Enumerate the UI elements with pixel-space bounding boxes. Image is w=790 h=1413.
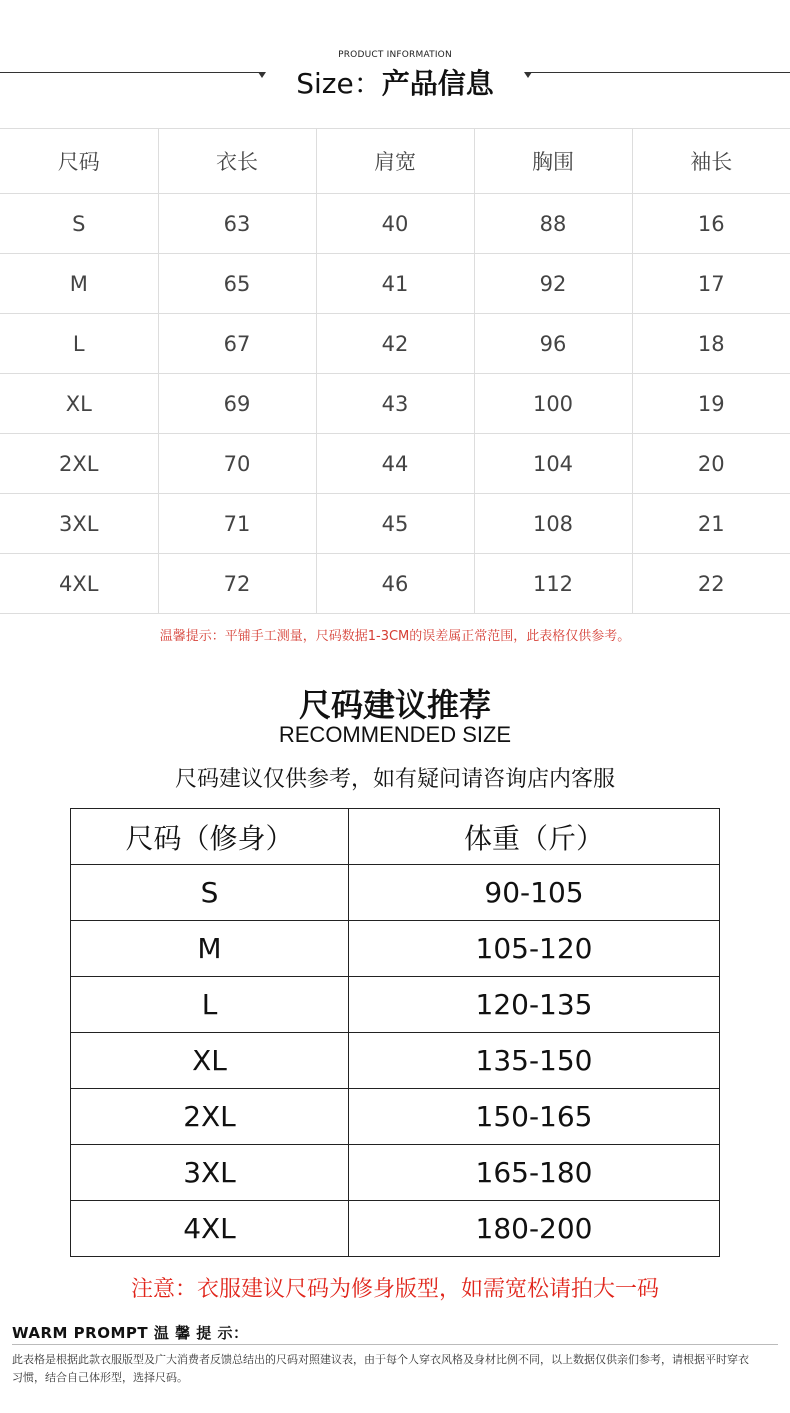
table-cell: 3XL	[0, 494, 158, 554]
table-cell: L	[0, 314, 158, 374]
table-cell: 69	[158, 374, 316, 434]
table-cell: S	[0, 194, 158, 254]
table-cell: 67	[158, 314, 316, 374]
table-row	[71, 865, 720, 921]
table-cell: 20	[632, 434, 790, 494]
table-cell: 90-105	[349, 865, 720, 921]
title-main: 产品信息	[381, 67, 494, 100]
table-cell: M	[71, 921, 349, 977]
table-cell: 88	[474, 194, 632, 254]
header-cell: 尺码（修身）	[71, 809, 349, 865]
table-cell: 120-135	[349, 977, 720, 1033]
title-prefix: Size：	[296, 67, 382, 100]
table-cell: 71	[158, 494, 316, 554]
table-cell: 18	[632, 314, 790, 374]
recommend-title: 尺码建议推荐	[298, 686, 491, 724]
recommend-table-header	[71, 809, 720, 865]
header-cell: 肩宽	[316, 129, 474, 194]
product-information-label: PRODUCT INFORMATION	[338, 50, 452, 60]
table-cell: 21	[632, 494, 790, 554]
table-cell: 3XL	[71, 1145, 349, 1201]
table-cell: 180-200	[349, 1201, 720, 1257]
table-row	[0, 374, 790, 434]
table-cell: 44	[316, 434, 474, 494]
table-cell: 112	[474, 554, 632, 614]
table-row	[71, 1033, 720, 1089]
table-row	[0, 254, 790, 314]
table-cell: 4XL	[71, 1201, 349, 1257]
table-row	[0, 494, 790, 554]
size-table	[0, 128, 790, 614]
size-table-header	[0, 129, 790, 194]
table-cell: 42	[316, 314, 474, 374]
table-cell: 16	[632, 194, 790, 254]
recommend-title-en: RECOMMENDED SIZE	[278, 722, 512, 747]
table-row	[71, 1201, 720, 1257]
header-cell: 体重（斤）	[349, 809, 720, 865]
table-cell: 46	[316, 554, 474, 614]
warm-tip-text: 温馨提示：平铺手工测量，尺码数据1-3CM的误差属正常范围，此表格仅供参考。	[159, 629, 631, 644]
recommend-table	[70, 808, 720, 1257]
table-cell: XL	[71, 1033, 349, 1089]
table-cell: 40	[316, 194, 474, 254]
table-cell: 2XL	[0, 434, 158, 494]
table-row	[0, 314, 790, 374]
table-cell: 72	[158, 554, 316, 614]
table-cell: 63	[158, 194, 316, 254]
table-row	[0, 554, 790, 614]
table-cell: L	[71, 977, 349, 1033]
header-cell: 袖长	[632, 129, 790, 194]
header-cell: 尺码	[0, 129, 158, 194]
table-row	[71, 921, 720, 977]
table-cell: S	[71, 865, 349, 921]
table-cell: 17	[632, 254, 790, 314]
table-row	[71, 1145, 720, 1201]
header-cell: 胸围	[474, 129, 632, 194]
table-cell: 105-120	[349, 921, 720, 977]
table-cell: 100	[474, 374, 632, 434]
table-cell: 135-150	[349, 1033, 720, 1089]
table-cell: 4XL	[0, 554, 158, 614]
table-cell: 2XL	[71, 1089, 349, 1145]
recommend-subtitle: 尺码建议仅供参考，如有疑问请咨询店内客服	[174, 767, 615, 792]
table-row	[0, 434, 790, 494]
table-cell: 108	[474, 494, 632, 554]
table-cell: 19	[632, 374, 790, 434]
table-row	[0, 194, 790, 254]
page-title	[0, 64, 790, 104]
table-cell: 70	[158, 434, 316, 494]
table-cell: 96	[474, 314, 632, 374]
header-cell: 衣长	[158, 129, 316, 194]
table-cell: 92	[474, 254, 632, 314]
table-cell: 45	[316, 494, 474, 554]
table-cell: XL	[0, 374, 158, 434]
table-cell: 165-180	[349, 1145, 720, 1201]
table-row	[71, 1089, 720, 1145]
warm-prompt-title: WARM PROMPT 温 馨 提 示：	[12, 1324, 249, 1342]
table-cell: 104	[474, 434, 632, 494]
table-cell: 65	[158, 254, 316, 314]
warm-prompt-divider	[12, 1344, 778, 1345]
table-cell: 43	[316, 374, 474, 434]
table-cell: M	[0, 254, 158, 314]
warm-prompt-text: 此表格是根据此款衣服版型及广大消费者反馈总结出的尺码对照建议表，由于每个人穿衣风格及身材比例不同，以上数据仅供亲们参考，请根据平时穿衣习惯，结合自己体形型，选择尺码。	[12, 1353, 749, 1384]
fit-note: 注意：衣服建议尺码为修身版型，如需宽松请拍大一码	[130, 1277, 659, 1302]
table-cell: 41	[316, 254, 474, 314]
table-row	[71, 977, 720, 1033]
table-cell: 22	[632, 554, 790, 614]
table-cell: 150-165	[349, 1089, 720, 1145]
